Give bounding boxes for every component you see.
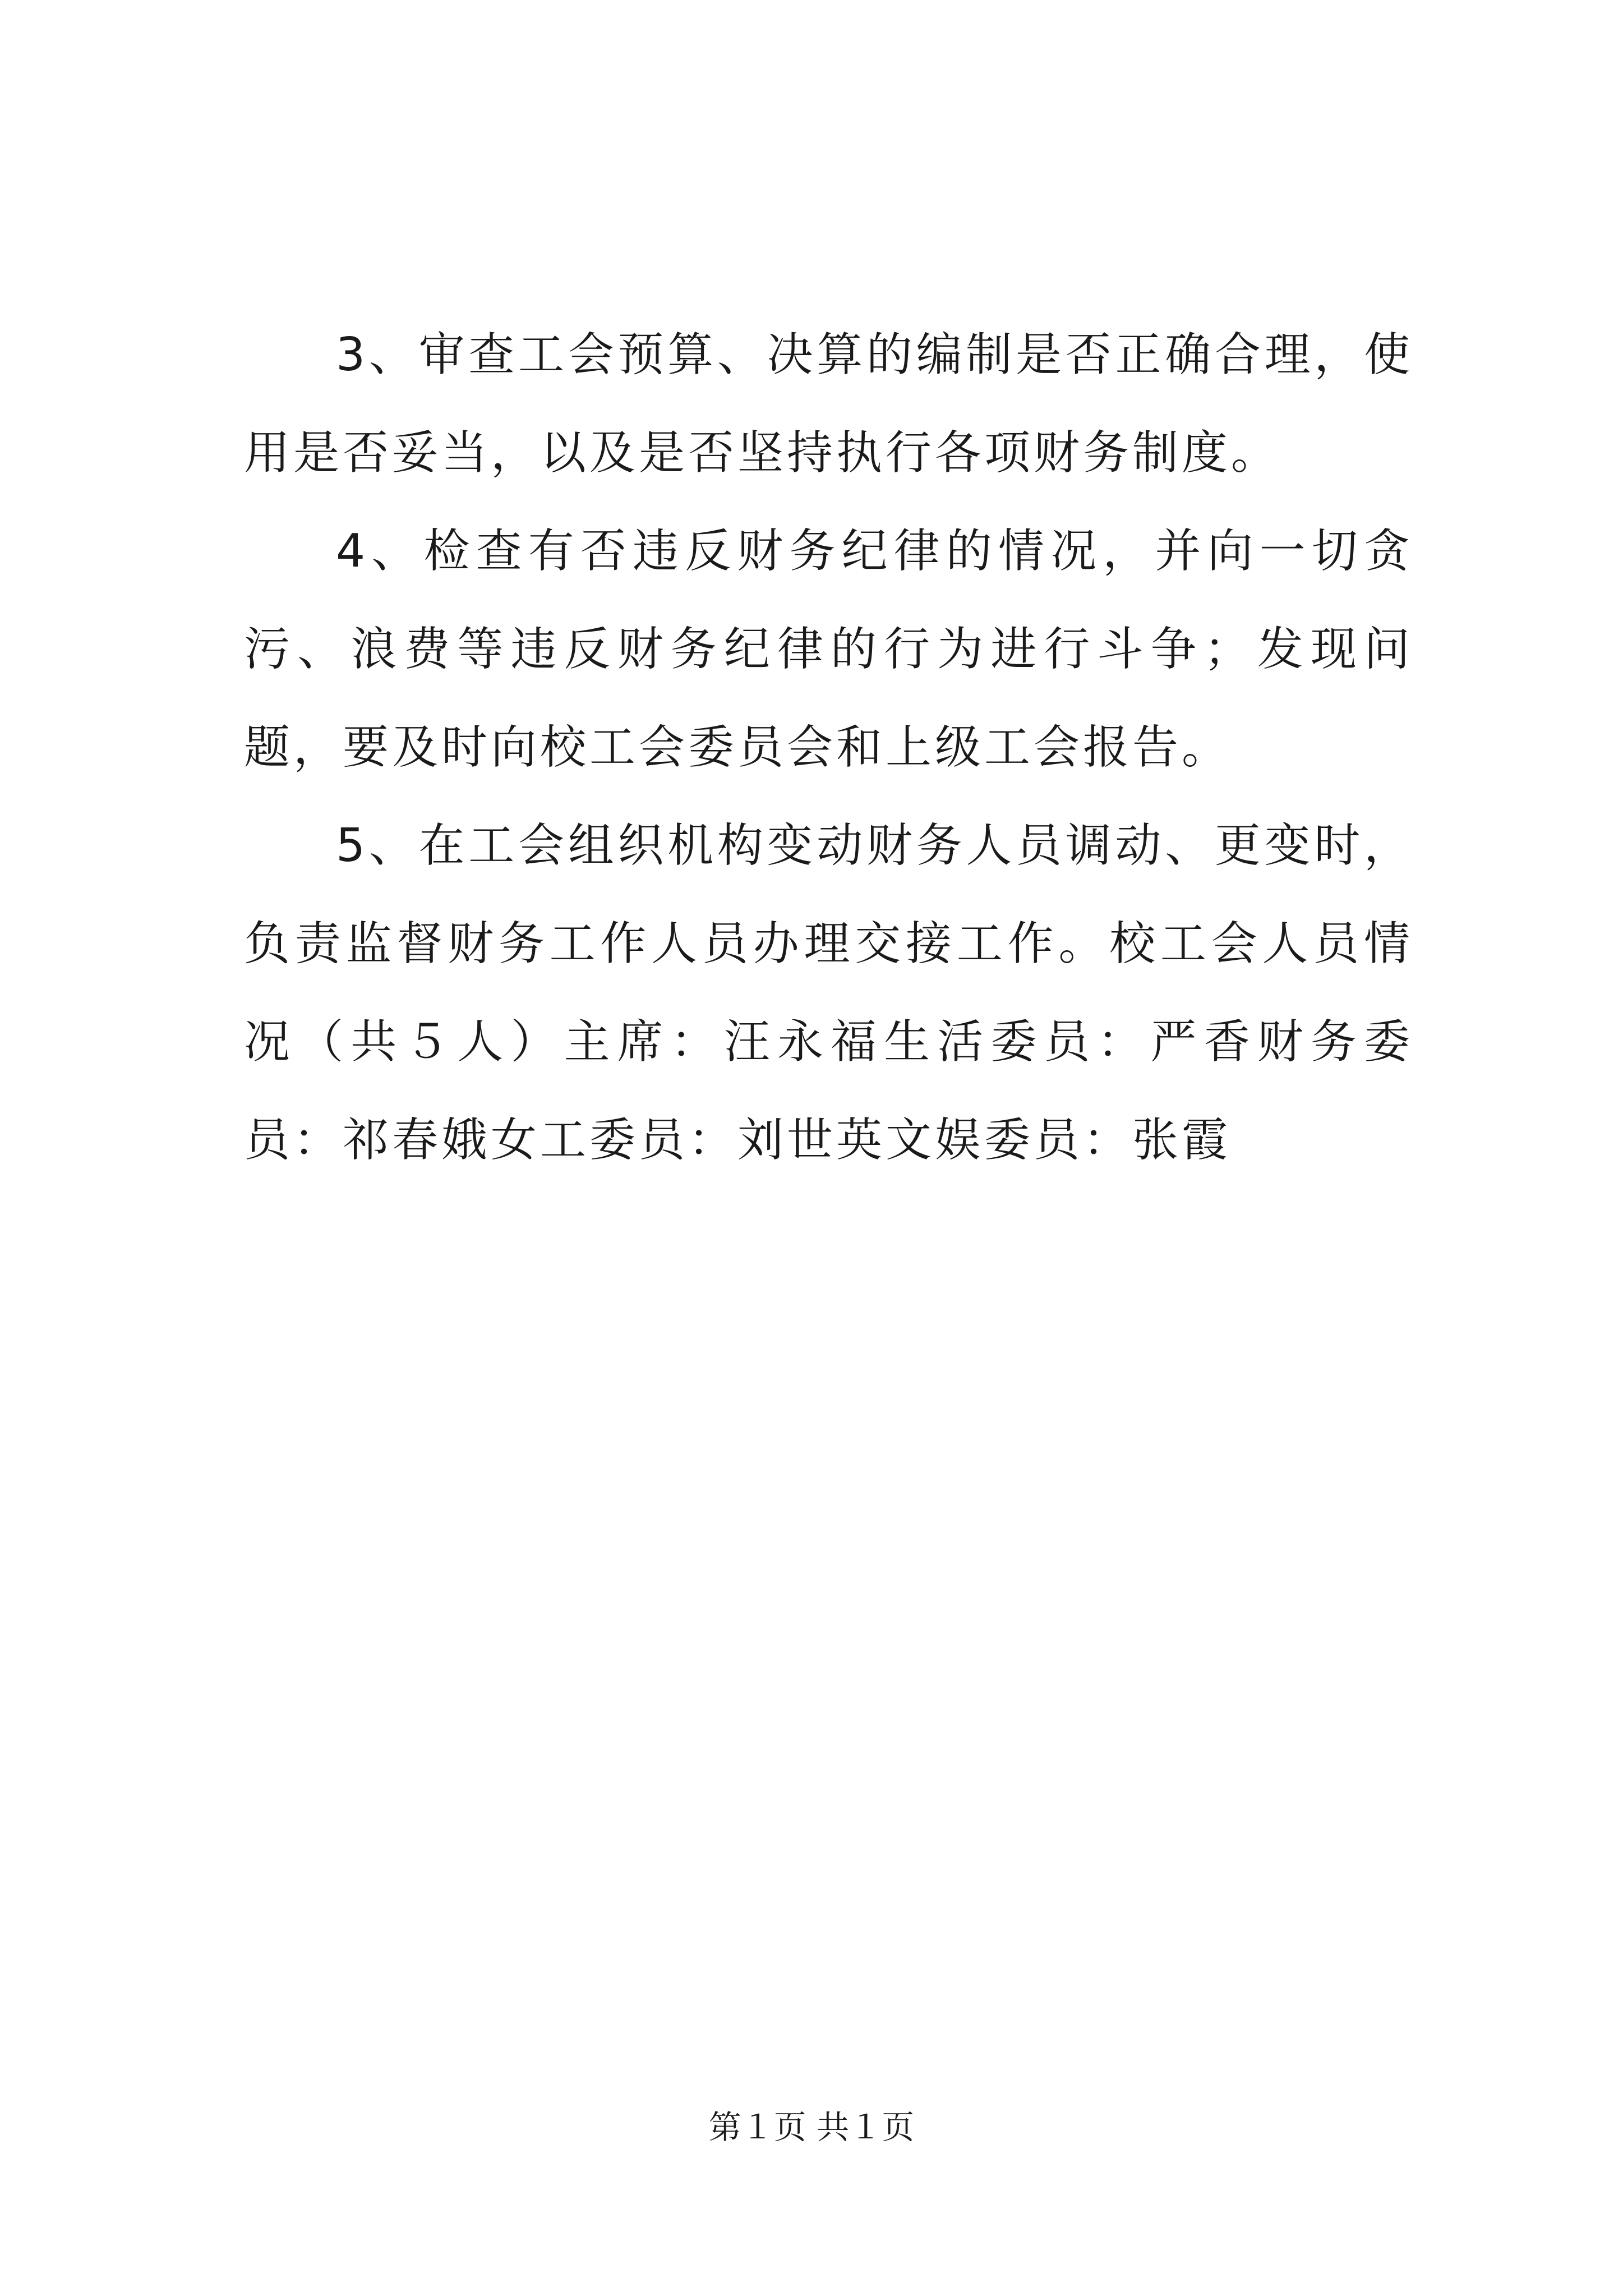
- paragraph-item-4: 4、检查有否违反财务纪律的情况，并向一切贪污、浪费等违反财务纪律的行为进行斗争；发现问题，要及时向校工会委员会和上级工会报告。: [244, 524, 1413, 774]
- page-number-footer: 第１页 共１页: [708, 2108, 915, 2146]
- paragraph-item-5: 5、在工会组织机构变动财务人员调动、更变时，负责监督财务工作人员办理交接工作。校工会人员情况（共５人）主席：汪永福生活委员：严香财务委员：祁春娥女工委员：刘世英文娱委员：张霞: [244, 819, 1413, 1167]
- document-body: [244, 306, 1413, 1189]
- paragraph-item-3: 3、审查工会预算、决算的编制是否正确合理，使用是否妥当，以及是否坚持执行各项财务制度。: [244, 328, 1413, 480]
